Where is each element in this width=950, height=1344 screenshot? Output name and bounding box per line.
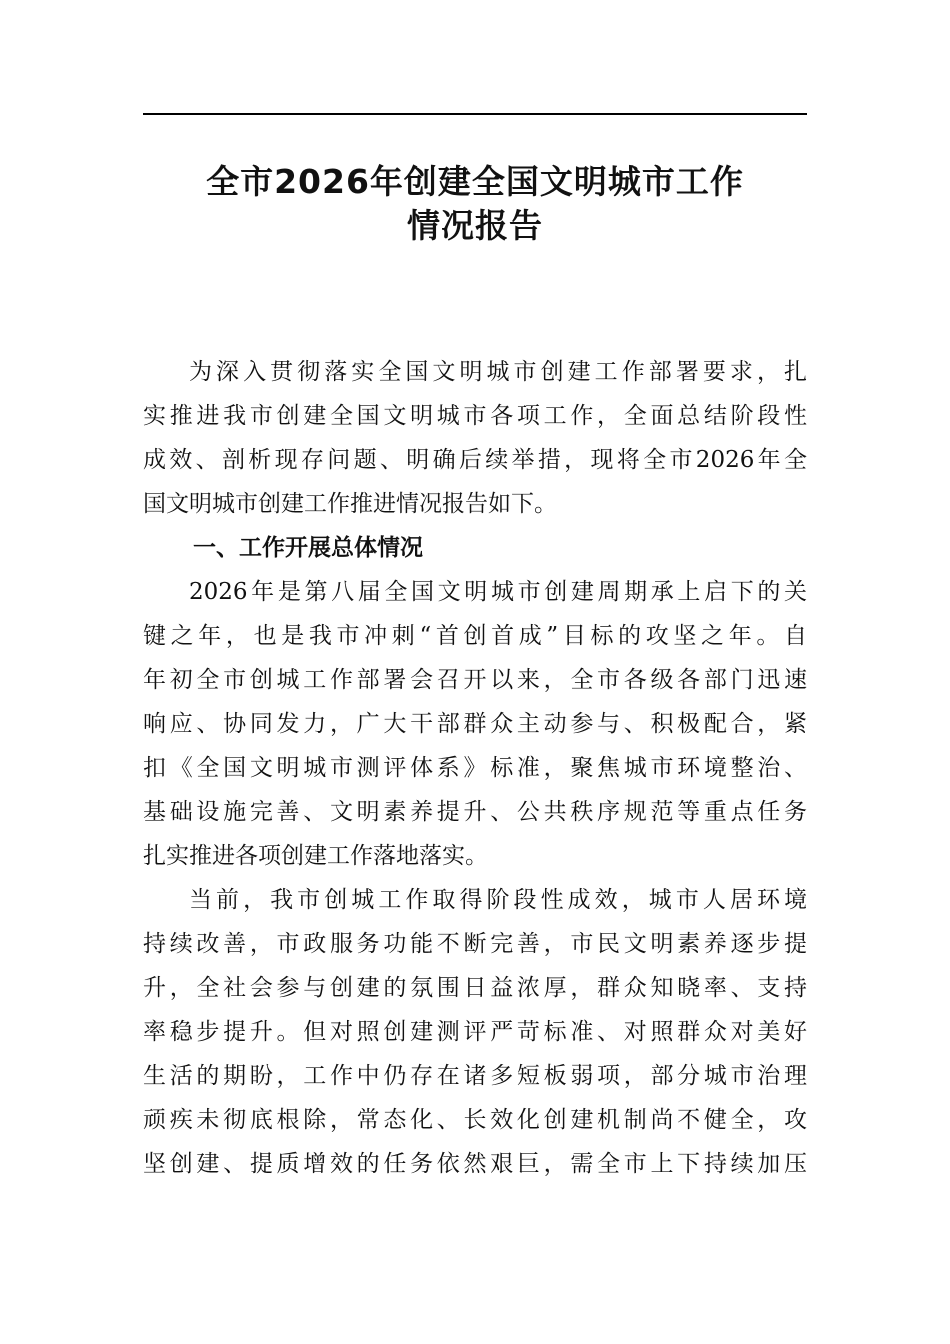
header-rule: [143, 113, 807, 115]
paragraph-line: 生活的期盼，工作中仍存在诸多短板弱项，部分城市治理: [143, 1063, 807, 1089]
paragraph-line: 坚创建、提质增效的任务依然艰巨，需全市上下持续加压: [143, 1151, 807, 1177]
document-body: [143, 350, 807, 1186]
intro-line: 成效、剖析现存问题、明确后续举措，现将全市2026年全: [143, 447, 807, 473]
section-heading: 一、工作开展总体情况: [193, 535, 423, 561]
paragraph-line: 率稳步提升。但对照创建测评严苛标准、对照群众对美好: [143, 1019, 807, 1045]
paragraph-line: 升，全社会参与创建的氛围日益浓厚，群众知晓率、支持: [143, 975, 807, 1001]
paragraph-line: 2026年是第八届全国文明城市创建周期承上启下的关: [189, 579, 807, 605]
intro-line: 为深入贯彻落实全国文明城市创建工作部署要求，扎: [189, 359, 807, 385]
intro-line: 国文明城市创建工作推进情况报告如下。: [143, 491, 557, 517]
document-title: [143, 160, 807, 248]
body-paragraph-1: [143, 570, 807, 878]
paragraph-line: 扣《全国文明城市测评体系》标准，聚焦城市环境整治、: [143, 755, 807, 781]
paragraph-line: 持续改善，市政服务功能不断完善，市民文明素养逐步提: [143, 931, 807, 957]
intro-paragraph: [143, 350, 807, 526]
title-line-2: 情况报告: [407, 206, 543, 245]
intro-line: 实推进我市创建全国文明城市各项工作，全面总结阶段性: [143, 403, 807, 429]
paragraph-line: 响应、协同发力，广大干部群众主动参与、积极配合，紧: [143, 711, 807, 737]
paragraph-line: 年初全市创城工作部署会召开以来，全市各级各部门迅速: [143, 667, 807, 693]
paragraph-line: 当前，我市创城工作取得阶段性成效，城市人居环境: [189, 887, 807, 913]
paragraph-line: 键之年，也是我市冲刺“首创首成”目标的攻坚之年。自: [143, 623, 807, 649]
paragraph-line: 顽疾未彻底根除，常态化、长效化创建机制尚不健全，攻: [143, 1107, 807, 1133]
paragraph-line: 扎实推进各项创建工作落地落实。: [143, 843, 488, 869]
title-line-1: 全市2026年创建全国文明城市工作: [206, 162, 744, 201]
paragraph-line: 基础设施完善、文明素养提升、公共秩序规范等重点任务: [143, 799, 807, 825]
body-paragraph-2: [143, 878, 807, 1186]
